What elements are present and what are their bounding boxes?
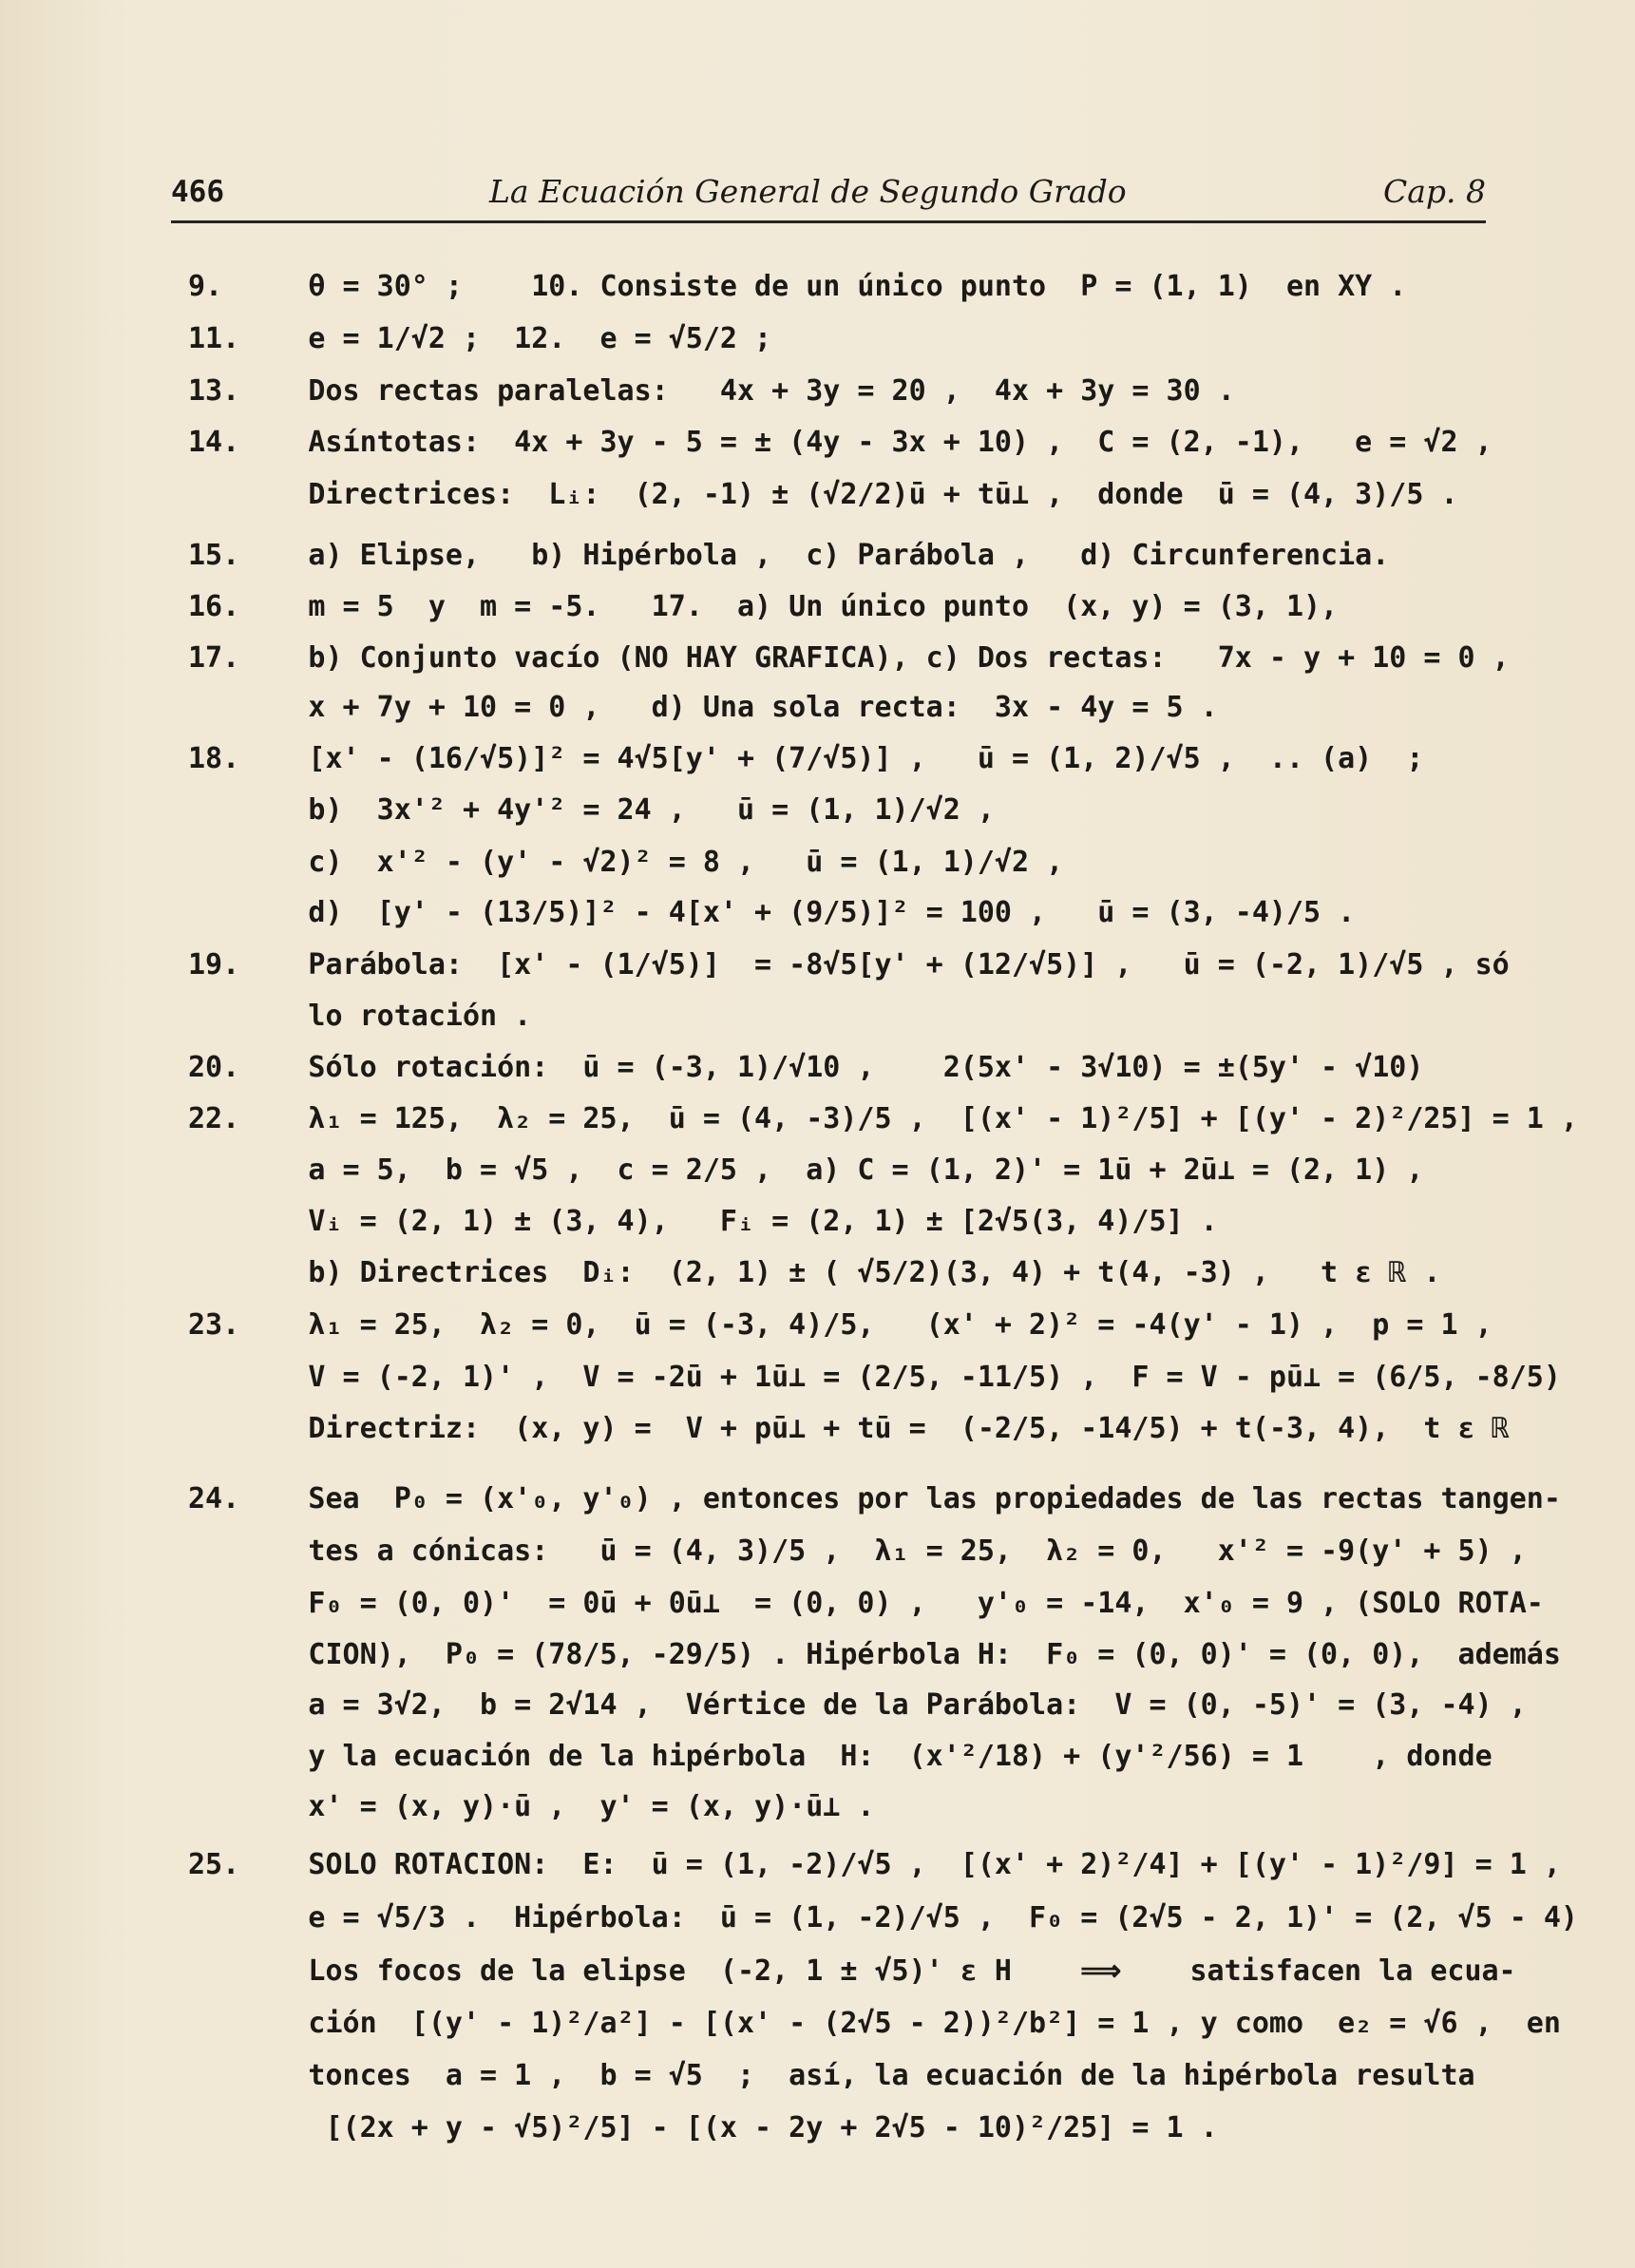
text-line: CION), P₀ = (78/5, -29/5) . Hipérbola H: F₀ = (0, 0)' = (0, 0), además — [188, 1638, 1561, 1671]
text-line: 14. Asíntotas: 4x + 3y - 5 = ± (4y - 3x + 10) , C = (2, -1), e = √2 , — [188, 426, 1492, 459]
text-line: c) x'² - (y' - √2)² = 8 , ū = (1, 1)/√2 , — [188, 846, 1064, 879]
text-line: 18. [x' - (16/√5)]² = 4√5[y' + (7/√5)] , ū = (1, 2)/√5 , .. (a) ; — [188, 742, 1424, 775]
running-title: La Ecuación General de Segundo Grado — [489, 173, 1127, 210]
text-line: e = √5/3 . Hipérbola: ū = (1, -2)/√5 , F₀ = (2√5 - 2, 1)' = (2, √5 - 4) — [188, 1901, 1578, 1934]
text-line: a = 3√2, b = 2√14 , Vértice de la Parábola: V = (0, -5)' = (3, -4) , — [188, 1688, 1527, 1722]
text-line: ción [(y' - 1)²/a²] - [(x' - (2√5 - 2))²/b²] = 1 , y como e₂ = √6 , en — [188, 2007, 1561, 2040]
text-line: b) 3x'² + 4y'² = 24 , ū = (1, 1)/√2 , — [188, 793, 995, 827]
text-line: 22. λ₁ = 125, λ₂ = 25, ū = (4, -3)/5 , [(x' - 1)²/5] + [(y' - 2)²/25] = 1 , — [188, 1102, 1578, 1135]
text-line: Directrices: Lᵢ: (2, -1) ± (√2/2)ū + tū⊥ , donde ū = (4, 3)/5 . — [188, 478, 1458, 511]
text-line: V = (-2, 1)' , V = -2ū + 1ū⊥ = (2/5, -11/5) , F = V - pū⊥ = (6/5, -8/5) — [188, 1361, 1561, 1394]
text-line: lo rotación . — [188, 1000, 532, 1033]
text-line: Vᵢ = (2, 1) ± (3, 4), Fᵢ = (2, 1) ± [2√5(3, 4)/5] . — [188, 1205, 1218, 1238]
text-line: 16. m = 5 y m = -5. 17. a) Un único punto (x, y) = (3, 1), — [188, 590, 1339, 623]
page-number: 466 — [171, 175, 224, 209]
text-line: [(2x + y - √5)²/5] - [(x - 2y + 2√5 - 10)²/25] = 1 . — [188, 2111, 1218, 2144]
text-line: d) [y' - (13/5)]² - 4[x' + (9/5)]² = 100 , ū = (3, -4)/5 . — [188, 896, 1356, 929]
text-line: Los focos de la elipse (-2, 1 ± √5)' ε H ⟹ satisfacen la ecua- — [188, 1954, 1516, 1988]
text-line: tonces a = 1 , b = √5 ; así, la ecuación de la hipérbola resulta — [188, 2059, 1475, 2092]
text-line: 20. Sólo rotación: ū = (-3, 1)/√10 , 2(5x' - 3√10) = ±(5y' - √10) — [188, 1051, 1424, 1084]
chapter-label: Cap. 8 — [1382, 173, 1486, 210]
text-line: Directriz: (x, y) = V + pū⊥ + tū = (-2/5, -14/5) + t(-3, 4), t ε ℝ — [188, 1412, 1510, 1445]
text-line: y la ecuación de la hipérbola H: (x'²/18) + (y'²/56) = 1 , donde — [188, 1740, 1492, 1773]
text-line: 24. Sea P₀ = (x'₀, y'₀) , entonces por las propiedades de las rectas tangen- — [188, 1482, 1561, 1515]
text-line: 15. a) Elipse, b) Hipérbola , c) Parábola , d) Circunferencia. — [188, 539, 1390, 572]
text-line: tes a cónicas: ū = (4, 3)/5 , λ₁ = 25, λ₂ = 0, x'² = -9(y' + 5) , — [188, 1534, 1527, 1568]
text-line: 13. Dos rectas paralelas: 4x + 3y = 20 , 4x + 3y = 30 . — [188, 374, 1235, 408]
page-header — [171, 173, 1486, 223]
text-line: 17. b) Conjunto vacío (NO HAY GRAFICA), c) Dos rectas: 7x - y + 10 = 0 , — [188, 641, 1510, 675]
text-line: 19. Parábola: [x' - (1/√5)] = -8√5[y' + (12/√5)] , ū = (-2, 1)/√5 , só — [188, 948, 1510, 982]
text-line: 23. λ₁ = 25, λ₂ = 0, ū = (-3, 4)/5, (x' + 2)² = -4(y' - 1) , p = 1 , — [188, 1308, 1492, 1342]
text-line: 25. SOLO ROTACION: E: ū = (1, -2)/√5 , [(x' + 2)²/4] + [(y' - 1)²/9] = 1 , — [188, 1848, 1561, 1881]
text-line: x + 7y + 10 = 0 , d) Una sola recta: 3x - 4y = 5 . — [188, 691, 1218, 724]
text-line: F₀ = (0, 0)' = 0ū + 0ū⊥ = (0, 0) , y'₀ = -14, x'₀ = 9 , (SOLO ROTA- — [188, 1587, 1544, 1620]
text-line: a = 5, b = √5 , c = 2/5 , a) C = (1, 2)' = 1ū + 2ū⊥ = (2, 1) , — [188, 1153, 1424, 1187]
text-line: 9. θ = 30° ; 10. Consiste de un único punto P = (1, 1) en XY . — [188, 270, 1407, 303]
text-line: 11. e = 1/√2 ; 12. e = √5/2 ; — [188, 322, 772, 355]
text-line: b) Directrices Dᵢ: (2, 1) ± ( √5/2)(3, 4) + t(4, -3) , t ε ℝ . — [188, 1256, 1441, 1289]
text-line: x' = (x, y)·ū , y' = (x, y)·ū⊥ . — [188, 1790, 875, 1823]
